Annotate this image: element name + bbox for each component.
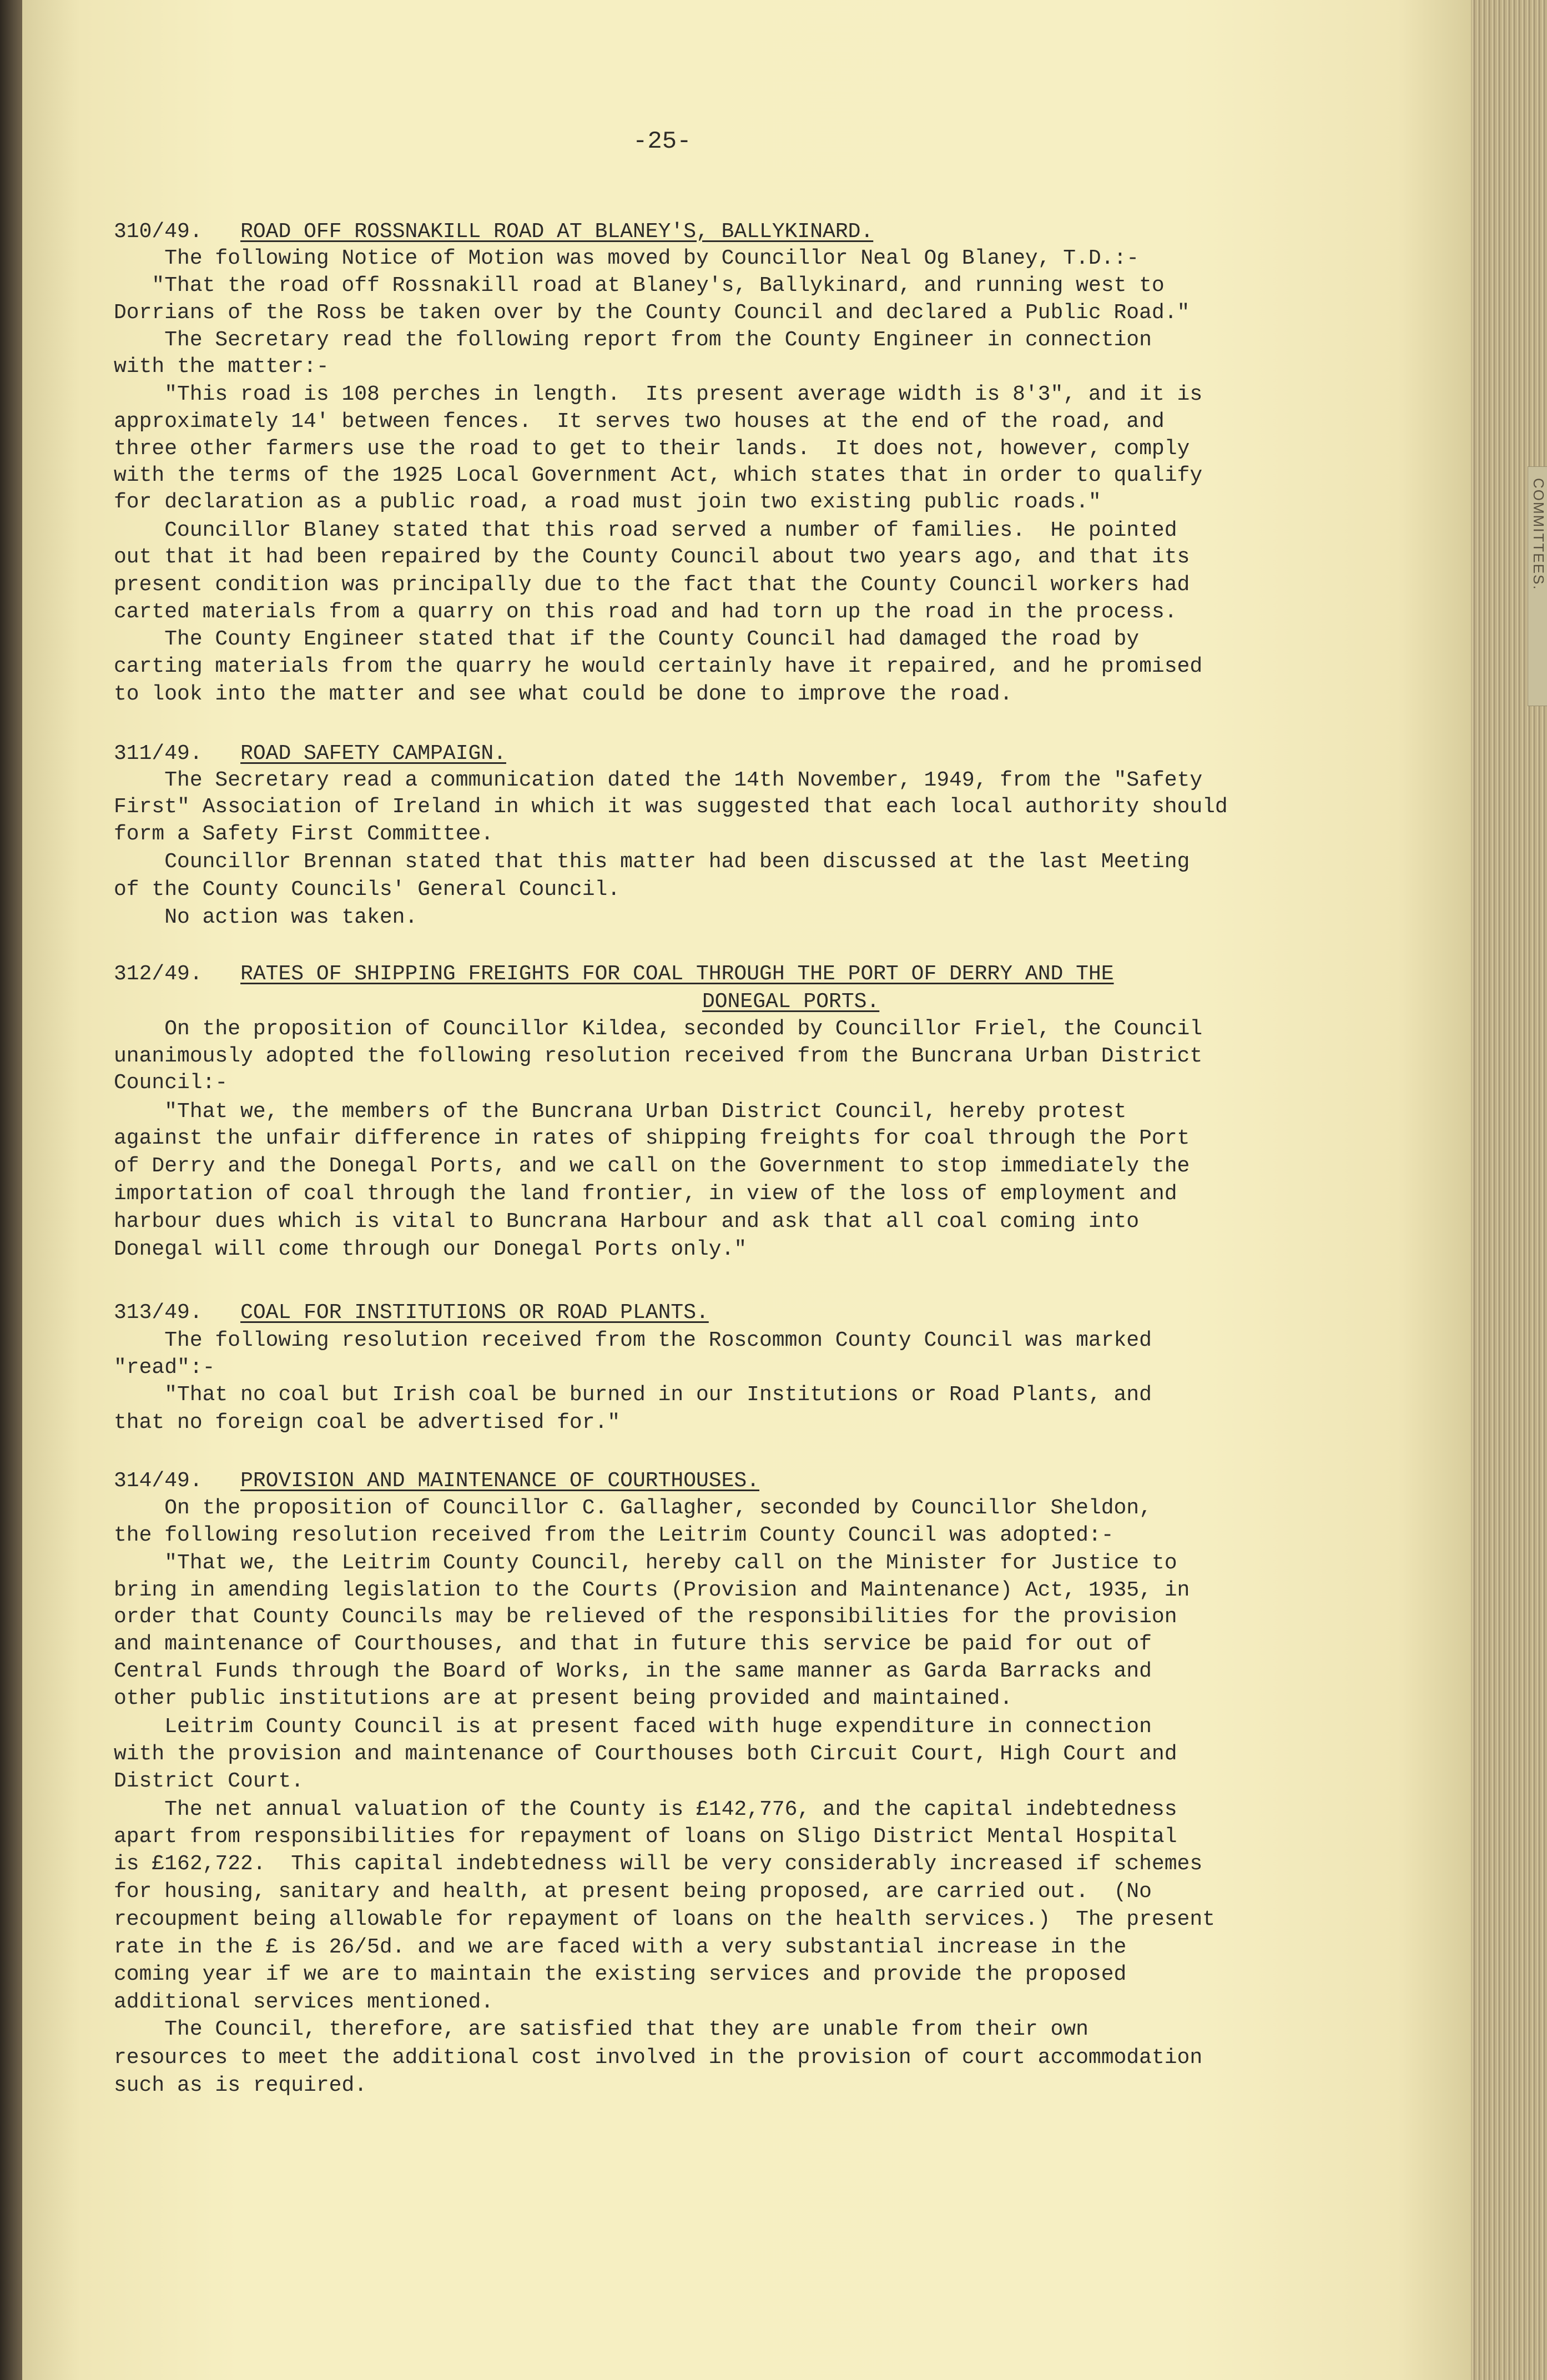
text-line: The following resolution received from the Roscommon County Council was marked <box>114 1329 1152 1352</box>
text-line: The Secretary read a communication dated the 14th November, 1949, from the "Safety <box>114 768 1203 792</box>
text-line: District Court. <box>114 1769 304 1793</box>
minute-title: ROAD OFF ROSSNAKILL ROAD AT BLANEY'S, BALLYKINARD. <box>240 220 874 244</box>
text-line: unanimously adopted the following resolution received from the Buncrana Urban District <box>114 1044 1203 1068</box>
minute-number: 311/49. <box>114 742 203 766</box>
text-line: On the proposition of Councillor Kildea, seconded by Councillor Friel, the Council <box>114 1017 1203 1041</box>
minute-number: 312/49. <box>114 962 203 986</box>
text-line: The County Engineer stated that if the County Council had damaged the road by <box>114 627 1140 651</box>
minute-title: COAL FOR INSTITUTIONS OR ROAD PLANTS. <box>240 1301 709 1325</box>
minute-title: ROAD SAFETY CAMPAIGN. <box>240 742 506 766</box>
minute-title: RATES OF SHIPPING FREIGHTS FOR COAL THROUGH THE PORT OF DERRY AND THE <box>240 962 1114 986</box>
text-line: order that County Councils may be relieved of the responsibilities for the provision <box>114 1605 1177 1629</box>
text-line: The net annual valuation of the County is £142,776, and the capital indebtedness <box>114 1798 1177 1822</box>
text-line: The Secretary read the following report from the County Engineer in connection <box>114 328 1152 352</box>
text-line: of the County Councils' General Council. <box>114 878 621 902</box>
text-line: with the provision and maintenance of Courthouses both Circuit Court, High Court and <box>114 1742 1177 1766</box>
text-line: "That no coal but Irish coal be burned in our Institutions or Road Plants, and <box>114 1383 1152 1407</box>
minute-title: PROVISION AND MAINTENANCE OF COURTHOUSES. <box>240 1469 760 1493</box>
text-line: carting materials from the quarry he would certainly have it repaired, and he promised <box>114 655 1203 678</box>
text-line: is £162,722. This capital indebtedness will be very considerably increased if schemes <box>114 1852 1203 1876</box>
section-heading <box>114 219 873 245</box>
text-line: "read":- <box>114 1356 215 1380</box>
text-line: Leitrim County Council is at present faced with huge expenditure in connection <box>114 1715 1152 1739</box>
text-line: harbour dues which is vital to Buncrana Harbour and ask that all coal coming into <box>114 1210 1140 1234</box>
text-line: three other farmers use the road to get to their lands. It does not, however, comply <box>114 437 1190 461</box>
text-line: such as is required. <box>114 2074 367 2097</box>
text-line: On the proposition of Councillor C. Gallagher, seconded by Councillor Sheldon, <box>114 1496 1152 1520</box>
text-line: No action was taken. <box>114 905 418 929</box>
minute-number: 313/49. <box>114 1301 203 1325</box>
text-line: for housing, sanitary and health, at present being proposed, are carried out. (No <box>114 1880 1152 1904</box>
text-line: Council:- <box>114 1071 228 1095</box>
text-line: carted materials from a quarry on this road and had torn up the road in the process. <box>114 600 1177 624</box>
text-line: that no foreign coal be advertised for." <box>114 1411 621 1435</box>
text-line: "That we, the members of the Buncrana Urban District Council, hereby protest <box>114 1100 1127 1124</box>
text-line: present condition was principally due to the fact that the County Council workers had <box>114 573 1190 597</box>
minute-number: 314/49. <box>114 1469 203 1493</box>
text-line: bring in amending legislation to the Courts (Provision and Maintenance) Act, 1935, in <box>114 1578 1190 1602</box>
minute-title-continued: DONEGAL PORTS. <box>702 990 880 1014</box>
text-line: of Derry and the Donegal Ports, and we call on the Government to stop immediately the <box>114 1154 1190 1178</box>
page-number: -25- <box>633 128 692 155</box>
text-line: out that it had been repaired by the County Council about two years ago, and that its <box>114 545 1190 569</box>
text-line: and maintenance of Courthouses, and that in future this service be paid for out of <box>114 1632 1152 1656</box>
text-line: importation of coal through the land frontier, in view of the loss of employment and <box>114 1182 1177 1206</box>
text-line: other public institutions are at present being provided and maintained. <box>114 1687 1013 1710</box>
text-line: with the matter:- <box>114 355 329 379</box>
text-line: Dorrians of the Ross be taken over by the County Council and declared a Public Road." <box>114 301 1190 325</box>
text-line: approximately 14' between fences. It serves two houses at the end of the road, and <box>114 410 1165 434</box>
text-line: First" Association of Ireland in which it was suggested that each local authority should <box>114 795 1228 819</box>
text-line: with the terms of the 1925 Local Government Act, which states that in order to qualify <box>114 464 1203 487</box>
section-heading <box>114 962 1114 987</box>
text-line: against the unfair difference in rates of shipping freights for coal through the Port <box>114 1126 1190 1150</box>
index-tab-label: COMMITTEES. <box>1530 478 1547 591</box>
text-line: "This road is 108 perches in length. Its present average width is 8'3", and it is <box>114 383 1203 406</box>
section-heading <box>114 741 506 767</box>
text-line: coming year if we are to maintain the existing services and provide the proposed <box>114 1963 1127 1986</box>
text-line: rate in the £ is 26/5d. and we are faced with a very substantial increase in the <box>114 1935 1127 1959</box>
minute-number: 310/49. <box>114 220 203 244</box>
text-line: the following resolution received from the Leitrim County Council was adopted:- <box>114 1523 1114 1547</box>
text-line: for declaration as a public road, a road must join two existing public roads." <box>114 490 1101 514</box>
text-line: Donegal will come through our Donegal Ports only." <box>114 1237 747 1261</box>
text-line: "That we, the Leitrim County Council, hereby call on the Minister for Justice to <box>114 1551 1177 1575</box>
text-line: recoupment being allowable for repayment of loans on the health services.) The present <box>114 1908 1215 1931</box>
text-line: apart from responsibilities for repayment of loans on Sligo District Mental Hospital <box>114 1825 1177 1849</box>
text-line: Central Funds through the Board of Works, in the same manner as Garda Barracks and <box>114 1659 1152 1683</box>
text-line: form a Safety First Committee. <box>114 822 494 846</box>
section-heading <box>114 1468 759 1494</box>
text-line: resources to meet the additional cost involved in the provision of court accommodation <box>114 2046 1203 2070</box>
page-edges <box>1471 0 1547 2380</box>
text-line: Councillor Brennan stated that this matter had been discussed at the last Meeting <box>114 850 1190 874</box>
text-line: Councillor Blaney stated that this road served a number of families. He pointed <box>114 519 1177 542</box>
text-line: The following Notice of Motion was moved by Councillor Neal Og Blaney, T.D.:- <box>114 246 1140 270</box>
index-tab <box>1528 466 1547 706</box>
text-line: additional services mentioned. <box>114 1990 494 2014</box>
text-line: The Council, therefore, are satisfied that they are unable from their own <box>114 2017 1089 2041</box>
text-line: to look into the matter and see what could be done to improve the road. <box>114 682 1013 706</box>
section-heading <box>114 1300 709 1326</box>
text-line: "That the road off Rossnakill road at Blaney's, Ballykinard, and running west to <box>114 274 1165 298</box>
